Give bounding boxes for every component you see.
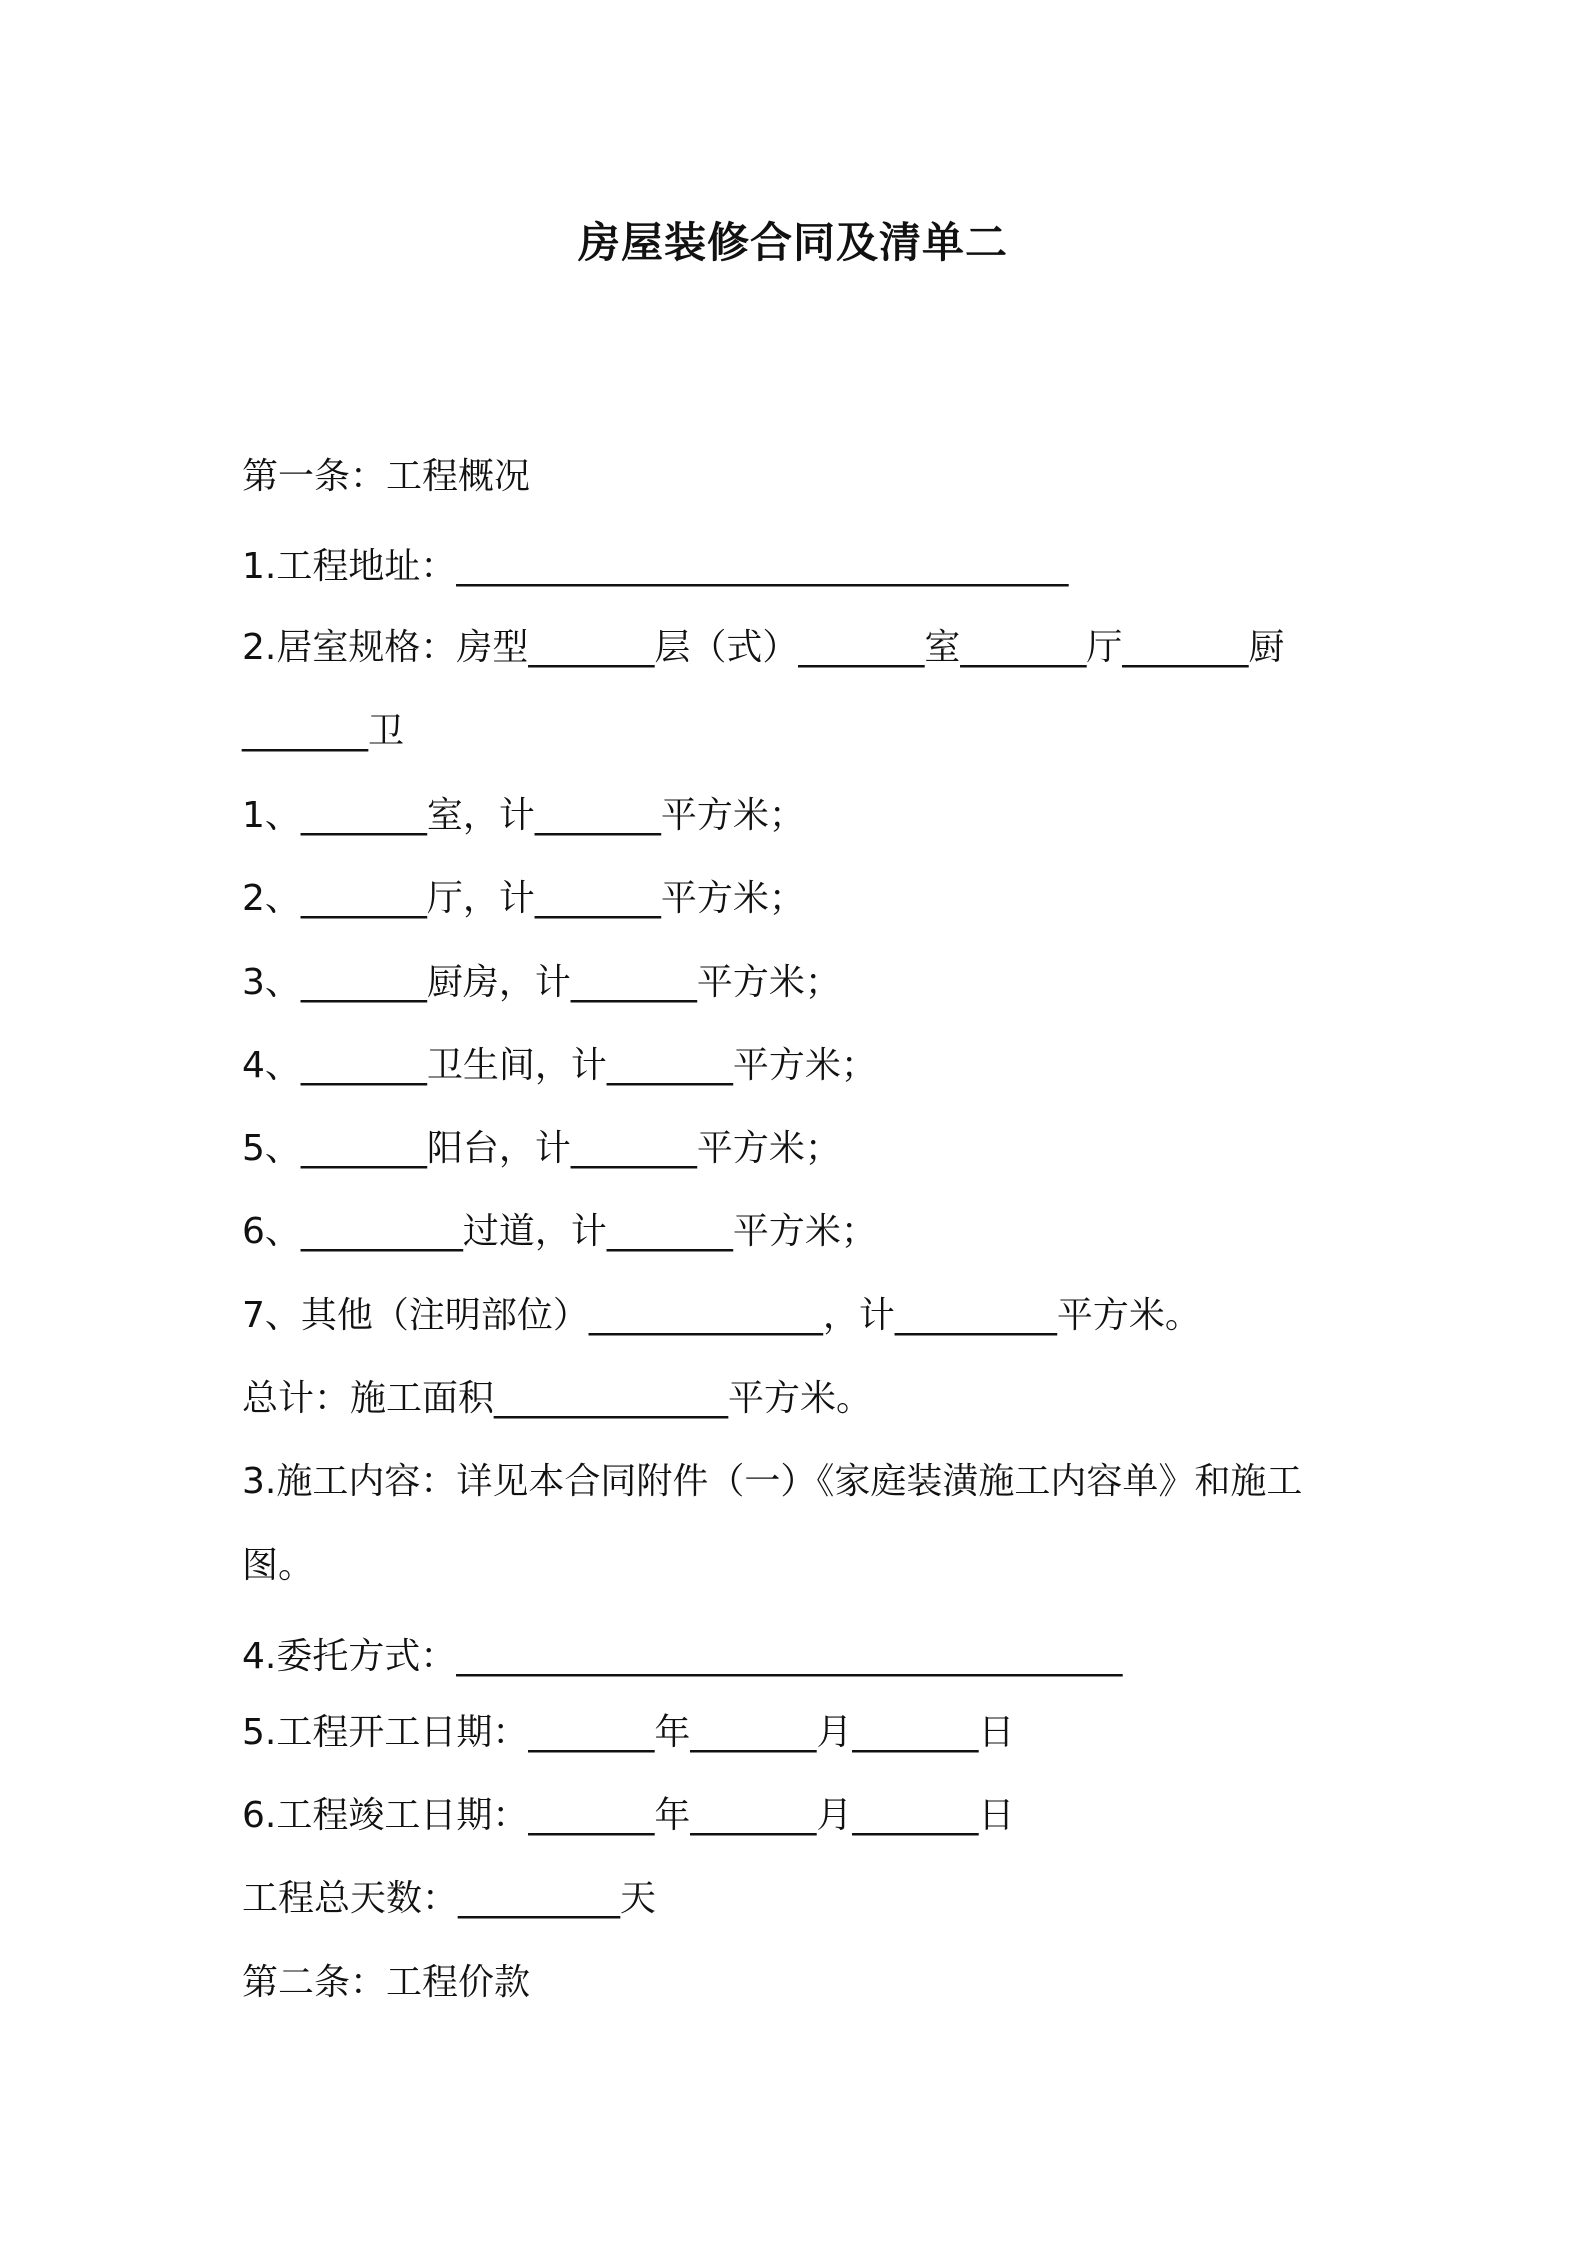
room-spec-line-cont: _______卫 xyxy=(242,711,405,752)
commission-method-line: 4.委托方式：_____________________________________ xyxy=(242,1636,1123,1677)
area-item-6: 6、_________过道，计_______平方米； xyxy=(242,1211,877,1252)
construction-content-line-cont: 图。 xyxy=(242,1545,315,1586)
start-date-line: 5.工程开工日期：_______年_______月_______日 xyxy=(242,1712,1015,1753)
construction-content-line: 3.施工内容：详见本合同附件（一）《家庭装潢施工内容单》和施工 xyxy=(242,1461,1303,1502)
page-title: 房屋装修合同及清单二 xyxy=(577,218,1008,267)
area-item-3: 3、_______厨房，计_______平方米； xyxy=(242,962,841,1003)
area-item-1: 1、_______室，计_______平方米； xyxy=(242,795,805,836)
total-days-line: 工程总天数：_________天 xyxy=(242,1878,657,1919)
area-item-4: 4、_______卫生间，计_______平方米； xyxy=(242,1045,877,1086)
room-spec-line: 2.居室规格：房型_______层（式）_______室_______厅_______厨 xyxy=(242,627,1285,668)
area-item-7: 7、其他（注明部位）_____________，计_________平方米。 xyxy=(242,1295,1201,1336)
project-address-line: 1.工程地址：__________________________________ xyxy=(242,546,1069,587)
area-item-5: 5、_______阳台，计_______平方米； xyxy=(242,1128,841,1169)
area-item-2: 2、_______厅，计_______平方米； xyxy=(242,878,805,919)
section-heading-2: 第二条：工程价款 xyxy=(242,1962,531,2003)
completion-date-line: 6.工程竣工日期：_______年_______月_______日 xyxy=(242,1795,1015,1836)
section-heading-1: 第一条：工程概况 xyxy=(242,456,531,497)
total-area-line: 总计：施工面积_____________平方米。 xyxy=(242,1378,873,1419)
